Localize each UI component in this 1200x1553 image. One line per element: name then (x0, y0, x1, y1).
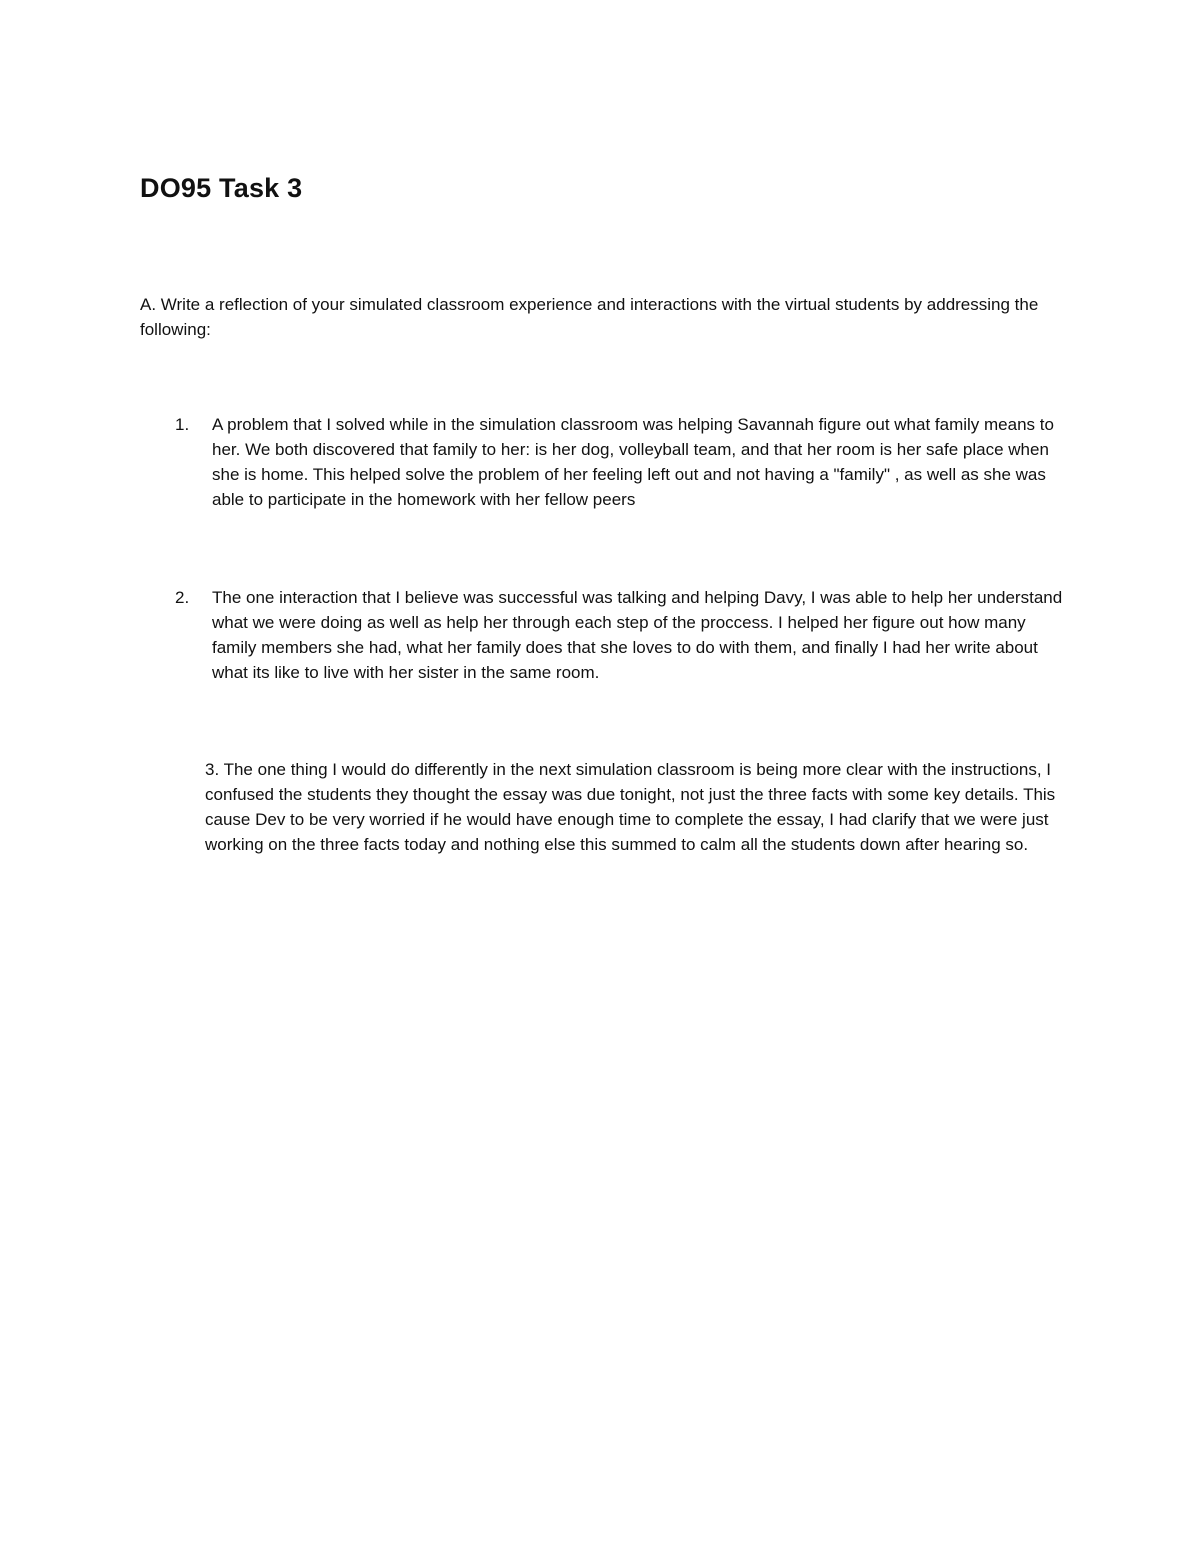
list-item-2 (175, 585, 1070, 685)
list-item-number: 1. (175, 415, 190, 434)
list-item-3: 3. The one thing I would do differently in the next simulation classroom is being more clear with the instructions, I confused the students they thought the essay was due tonight, not just the three facts with some key details. This cause Dev to be very worried if he would have enough time to complete the essay, I had clarify that we were just working on the three facts today and nothing else this summed to calm all the students down after hearing so. (205, 760, 1056, 854)
list-item-text: A problem that I solved while in the simulation classroom was helping Savannah figure out what family means to her. We both discovered that family to her: is her dog, volleyball team, and that her room is her safe place when she is home. This helped solve the problem of her feeling left out and not having a "family" , as well as she was able to participate in the homework with her fellow peers (212, 415, 1054, 509)
list-item-text: The one interaction that I believe was successful was talking and helping Davy, I was able to help her understand what we were doing as well as help her through each step of the proccess. I helped her figure out how many family members she had, what her family does that she loves to do with them, and finally I had her write about what its like to live with her sister in the same room. (212, 588, 1063, 682)
document-title: DO95 Task 3 (140, 173, 303, 203)
list-item-1 (175, 412, 1070, 512)
reflection-prompt: A. Write a reflection of your simulated classroom experience and interactions with the virtual students by addressing the following: (140, 295, 1039, 339)
list-item-number: 2. (175, 588, 190, 607)
